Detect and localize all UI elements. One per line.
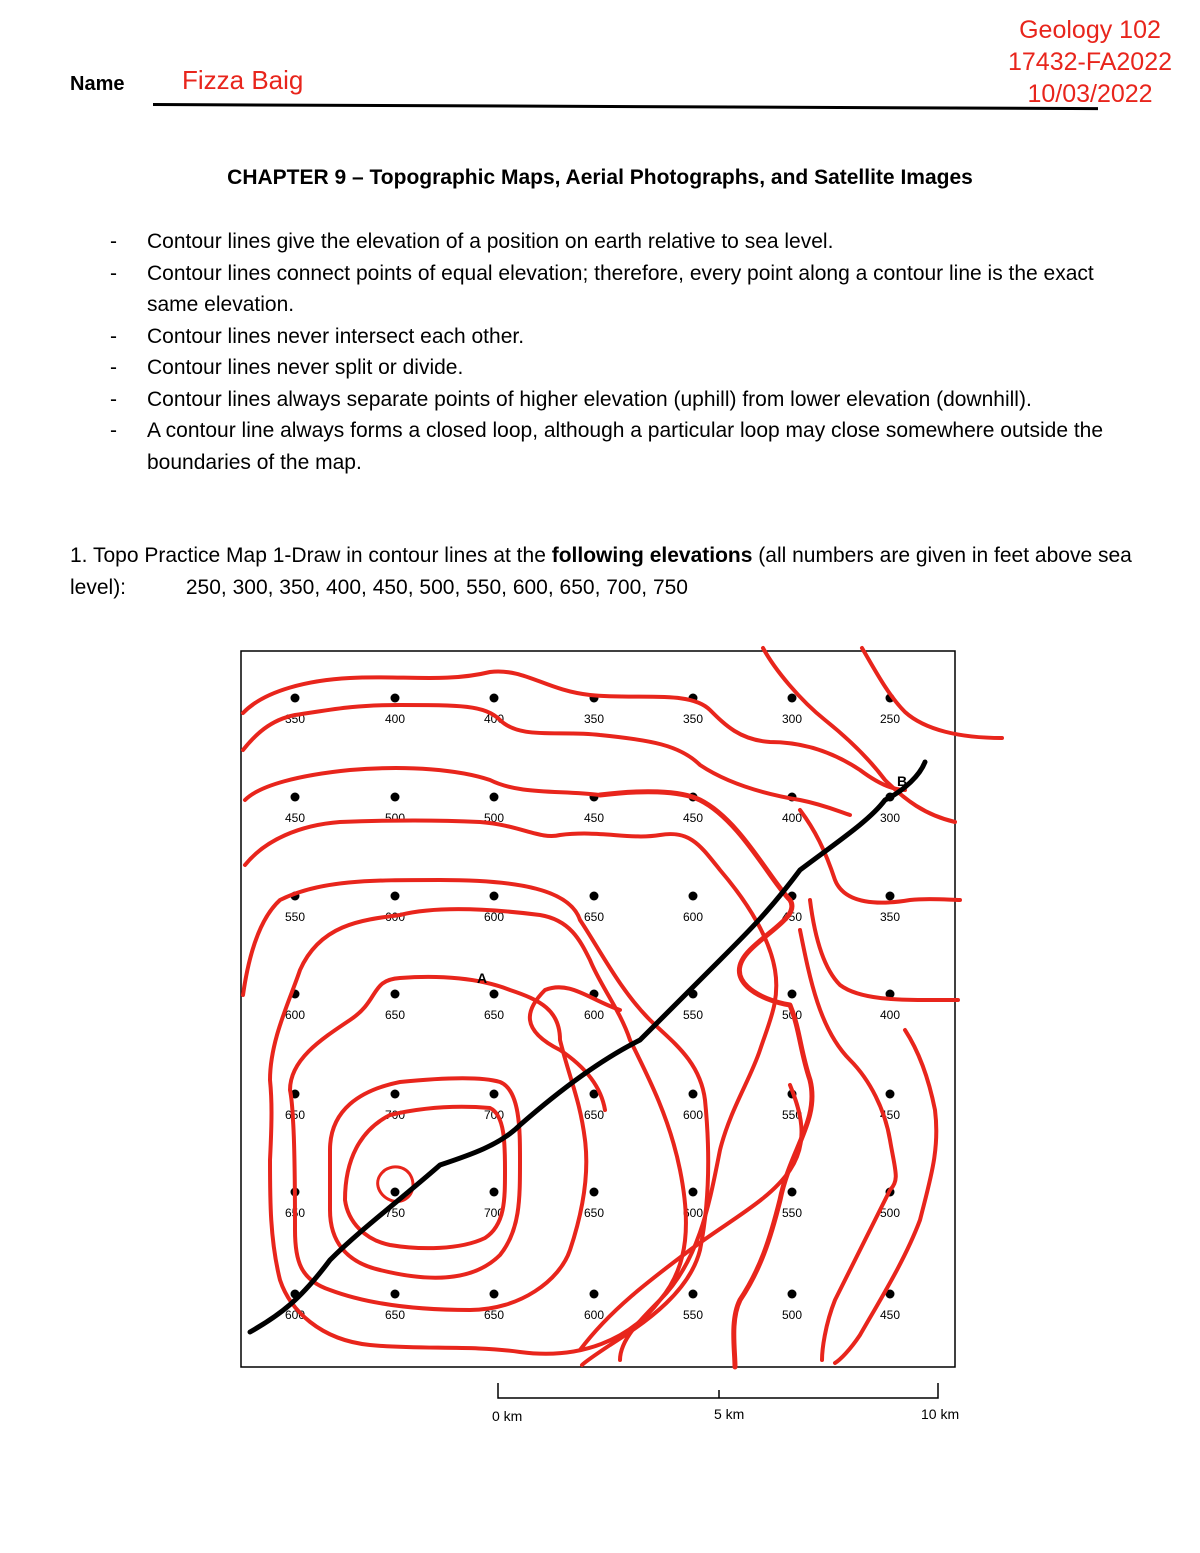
elevation-value: 700 (483, 1206, 505, 1220)
elevation-value: 300 (781, 712, 803, 726)
elevation-point (391, 892, 400, 901)
rule-text: A contour line always forms a closed loop, although a particular loop may close somewhere outside the boundaries of the map. (147, 419, 1104, 474)
elevation-value: 600 (583, 1008, 605, 1022)
elevation-point (391, 990, 400, 999)
elevation-value: 350 (583, 712, 605, 726)
elevation-value: 600 (682, 1108, 704, 1122)
elevation-value: 450 (781, 910, 803, 924)
elevation-value: 600 (682, 1206, 704, 1220)
elevation-value: 550 (682, 1008, 704, 1022)
elevation-value: 650 (384, 1008, 406, 1022)
question-number: 1. (70, 544, 88, 567)
elevation-point (490, 793, 499, 802)
elevation-value: 450 (682, 811, 704, 825)
bullet-dash: - (110, 387, 117, 411)
elevation-value: 500 (879, 1206, 901, 1220)
elevation-point (391, 1188, 400, 1197)
elevation-point (590, 892, 599, 901)
elevation-value: 350 (284, 712, 306, 726)
elevation-value: 600 (583, 1308, 605, 1322)
elevation-value: 500 (781, 1308, 803, 1322)
elevation-value: 650 (583, 1206, 605, 1220)
rule-text: Contour lines never intersect each other. (147, 324, 525, 348)
course-section: 17432-FA2022 (1007, 48, 1173, 76)
elevation-point (490, 1090, 499, 1099)
elevation-value: 750 (384, 1206, 406, 1220)
elevation-list: 250, 300, 350, 400, 450, 500, 550, 600, 650, 700, 750 (185, 575, 688, 599)
elevation-point (689, 892, 698, 901)
rule-text: Contour lines give the elevation of a position on earth relative to sea level. (147, 230, 834, 253)
scale-label-5km: 5 km (714, 1406, 745, 1422)
elevation-value: 650 (583, 1108, 605, 1122)
elevation-value: 650 (384, 1308, 406, 1322)
elevation-point (391, 1090, 400, 1099)
elevation-value: 450 (284, 811, 306, 825)
elevation-value: 650 (284, 1108, 306, 1122)
elevation-value: 650 (483, 1008, 505, 1022)
elevation-point (490, 1188, 499, 1197)
question-suffix: (all numbers are given in feet above sea level): (70, 544, 1132, 599)
elevation-value: 600 (284, 1308, 306, 1322)
scale-bar (492, 1383, 959, 1424)
rule-text: Contour lines connect points of equal elevation; therefore, every point along a contour line is the exact same elevation. (147, 261, 1094, 316)
elevation-point (590, 1290, 599, 1299)
elevation-point (788, 1290, 797, 1299)
scale-bar-line (498, 1383, 938, 1398)
elevation-point (689, 1290, 698, 1299)
contour-line (243, 705, 850, 815)
question-bold-text: following elevations (551, 544, 753, 567)
elevation-point (689, 1188, 698, 1197)
course-date: 10/03/2022 (1027, 80, 1153, 108)
elevation-point (490, 990, 499, 999)
student-name: Fizza Baig (182, 65, 304, 95)
elevation-point (291, 694, 300, 703)
elevation-point (886, 1090, 895, 1099)
elevation-value: 450 (583, 811, 605, 825)
elevation-point (788, 1188, 797, 1197)
elevation-value: 600 (284, 1008, 306, 1022)
elevation-point (490, 1290, 499, 1299)
elevation-value: 400 (384, 712, 406, 726)
rule-text: Contour lines always separate points of higher elevation (uphill) from lower elevation (downhill). (147, 387, 1032, 411)
elevation-value: 550 (781, 1206, 803, 1220)
elevation-point (788, 694, 797, 703)
elevation-value: 650 (284, 1206, 306, 1220)
bullet-dash: - (110, 324, 117, 348)
elevation-value: 550 (781, 1108, 803, 1122)
elevation-point (391, 793, 400, 802)
point-b-label: B (897, 773, 908, 789)
elevation-point (490, 694, 499, 703)
elevation-point (391, 1290, 400, 1299)
elevation-grid (285, 694, 900, 1323)
elevation-value: 400 (483, 712, 505, 726)
elevation-value: 700 (384, 1108, 406, 1122)
elevation-value: 500 (781, 1008, 803, 1022)
elevation-value: 550 (682, 1308, 704, 1322)
elevation-value: 650 (483, 1308, 505, 1322)
elevation-value: 700 (483, 1108, 505, 1122)
elevation-value: 550 (284, 910, 306, 924)
elevation-value: 450 (879, 1108, 901, 1122)
elevation-value: 300 (879, 811, 901, 825)
map-point-labels (477, 773, 907, 986)
elevation-point (590, 1188, 599, 1197)
bullet-dash: - (110, 230, 117, 253)
elevation-value: 500 (384, 811, 406, 825)
elevation-point (490, 892, 499, 901)
elevation-value: 600 (483, 910, 505, 924)
elevation-point (291, 793, 300, 802)
elevation-value: 450 (879, 1308, 901, 1322)
elevation-value: 350 (682, 712, 704, 726)
rule-text: Contour lines never split or divide. (147, 356, 464, 379)
elevation-point (391, 694, 400, 703)
elevation-point (689, 1090, 698, 1099)
question-prefix: Topo Practice Map 1-Draw in contour lines at the (92, 544, 546, 567)
bullet-dash: - (110, 356, 117, 379)
elevation-point (886, 892, 895, 901)
bullet-dash: - (110, 419, 117, 442)
elevation-value: 600 (682, 910, 704, 924)
course-name: Geology 102 (1019, 16, 1161, 44)
point-a-label: A (477, 970, 488, 986)
scale-label-0km: 0 km (492, 1408, 523, 1424)
contour-line (600, 792, 812, 1367)
chapter-title: CHAPTER 9 – Topographic Maps, Aerial Photographs, and Satellite Images (227, 166, 973, 189)
contour-line (290, 977, 586, 1310)
scale-label-10km: 10 km (921, 1406, 960, 1422)
elevation-value: 250 (879, 712, 901, 726)
elevation-value: 350 (879, 910, 901, 924)
elevation-value: 400 (879, 1008, 901, 1022)
elevation-point (788, 990, 797, 999)
elevation-value: 500 (483, 811, 505, 825)
elevation-value: 650 (583, 910, 605, 924)
elevation-value: 400 (781, 811, 803, 825)
elevation-value: 600 (384, 910, 406, 924)
name-label: Name (70, 73, 125, 95)
bullet-dash: - (110, 261, 117, 285)
